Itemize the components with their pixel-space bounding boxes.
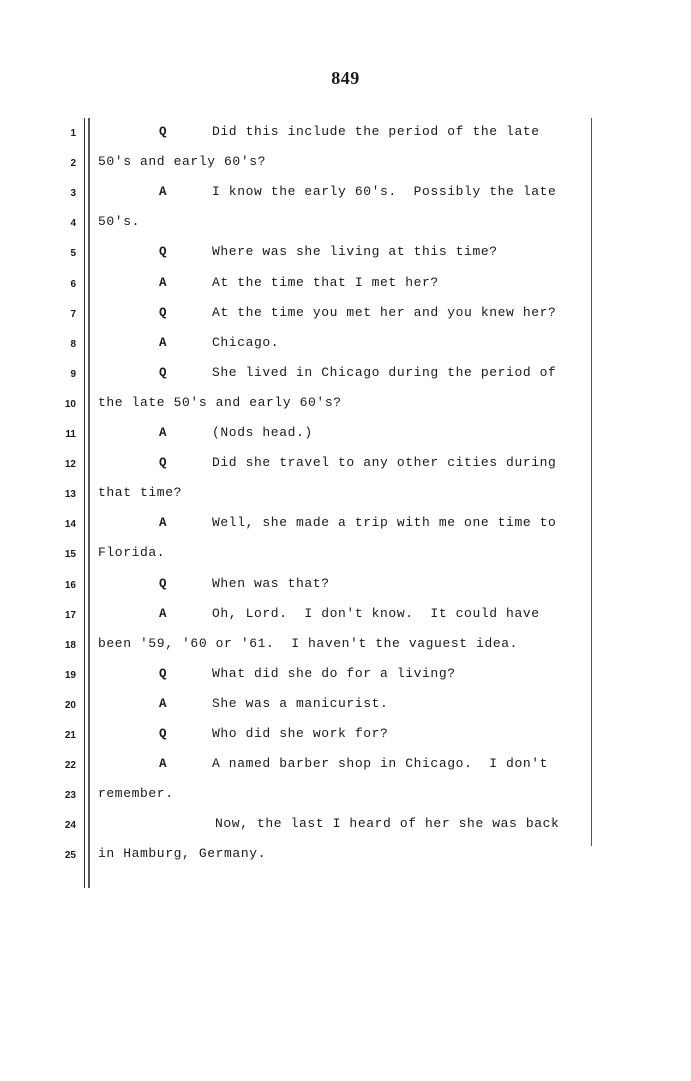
line-number: 17 <box>64 609 76 621</box>
speaker-label: A <box>159 516 167 531</box>
line-text: Chicago. <box>212 334 280 350</box>
speaker-label: A <box>159 696 167 711</box>
line-number: 21 <box>64 730 76 741</box>
line-text: At the time you met her and you knew her? <box>212 304 557 320</box>
transcript-line <box>0 363 691 387</box>
line-text: 50's. <box>98 214 141 230</box>
transcript-line <box>0 393 691 417</box>
line-number: 2 <box>70 158 76 170</box>
line-number: 10 <box>64 398 76 410</box>
transcript-line <box>0 754 691 778</box>
transcript-line <box>0 634 691 658</box>
line-text: She was a manicurist. <box>212 695 389 711</box>
transcript-line <box>0 182 691 206</box>
transcript-line <box>0 574 691 598</box>
speaker-label: A <box>159 335 167 350</box>
transcript-line <box>0 784 691 808</box>
line-text: Where was she living at this time? <box>212 244 498 260</box>
line-number: 4 <box>70 218 76 230</box>
line-number: 3 <box>70 188 76 200</box>
speaker-label: Q <box>159 365 167 380</box>
transcript-line <box>0 844 691 868</box>
line-number: 23 <box>64 790 76 802</box>
transcript-line <box>0 303 691 327</box>
line-number: 13 <box>64 489 76 501</box>
transcript-line <box>0 513 691 537</box>
line-number: 14 <box>64 519 76 531</box>
transcript-line <box>0 604 691 628</box>
line-text: Oh, Lord. I don't know. It could have <box>212 605 540 621</box>
line-number: 25 <box>64 850 76 862</box>
line-text: Well, she made a trip with me one time to <box>212 515 557 531</box>
speaker-label: Q <box>159 456 167 471</box>
line-text: been '59, '60 or '61. I haven't the vaguest idea. <box>98 635 519 651</box>
transcript-line <box>0 122 691 146</box>
speaker-label: A <box>159 185 167 200</box>
transcript-line <box>0 543 691 567</box>
speaker-label: Q <box>159 245 167 260</box>
line-text: Did this include the period of the late <box>212 124 540 139</box>
transcript-line <box>0 152 691 176</box>
line-number: 20 <box>64 699 76 711</box>
line-text: in Hamburg, Germany. <box>98 846 267 862</box>
transcript-line <box>0 453 691 477</box>
transcript-line <box>0 273 691 297</box>
transcript-line <box>0 694 691 718</box>
page-number: 849 <box>331 68 360 88</box>
speaker-label: Q <box>159 125 167 139</box>
transcript-line <box>0 483 691 507</box>
speaker-label: Q <box>159 727 167 741</box>
line-number: 18 <box>64 639 76 651</box>
line-text: What did she do for a living? <box>212 665 456 681</box>
line-number: 22 <box>64 760 76 772</box>
speaker-label: A <box>159 606 167 621</box>
transcript-line <box>0 242 691 266</box>
line-text: Who did she work for? <box>212 726 389 741</box>
line-number: 7 <box>70 308 76 320</box>
line-number: 1 <box>70 128 76 139</box>
line-number: 8 <box>70 338 76 350</box>
line-number: 5 <box>70 248 76 260</box>
speaker-label: Q <box>159 576 167 591</box>
line-text: that time? <box>98 485 183 501</box>
transcript-line <box>0 664 691 688</box>
line-text: (Nods head.) <box>212 425 313 440</box>
line-number: 6 <box>70 278 76 290</box>
transcript-line <box>0 423 691 447</box>
line-text: At the time that I met her? <box>212 274 439 290</box>
transcript-line <box>0 333 691 357</box>
line-number: 16 <box>64 579 76 591</box>
line-number: 15 <box>64 549 76 561</box>
line-number: 11 <box>65 429 76 440</box>
line-number: 9 <box>70 368 76 380</box>
line-text: She lived in Chicago during the period of <box>212 364 557 380</box>
line-number: 19 <box>64 669 76 681</box>
line-number: 24 <box>64 820 76 832</box>
line-text: A named barber shop in Chicago. I don't <box>212 756 549 772</box>
line-text: Florida. <box>98 545 166 561</box>
line-text: 50's and early 60's? <box>98 154 267 170</box>
line-text: I know the early 60's. Possibly the late <box>212 184 557 200</box>
speaker-label: A <box>159 426 167 440</box>
speaker-label: Q <box>159 305 167 320</box>
transcript-line <box>0 814 691 838</box>
line-text: the late 50's and early 60's? <box>98 394 342 410</box>
line-text: When was that? <box>212 575 330 591</box>
transcript-line <box>0 212 691 236</box>
line-number: 12 <box>64 459 76 471</box>
speaker-label: A <box>159 275 167 290</box>
line-text: remember. <box>98 786 174 802</box>
transcript-line <box>0 724 691 748</box>
speaker-label: A <box>159 757 167 772</box>
line-text: Did she travel to any other cities during <box>212 455 557 471</box>
line-text: Now, the last I heard of her she was back <box>215 816 560 832</box>
speaker-label: Q <box>159 666 167 681</box>
